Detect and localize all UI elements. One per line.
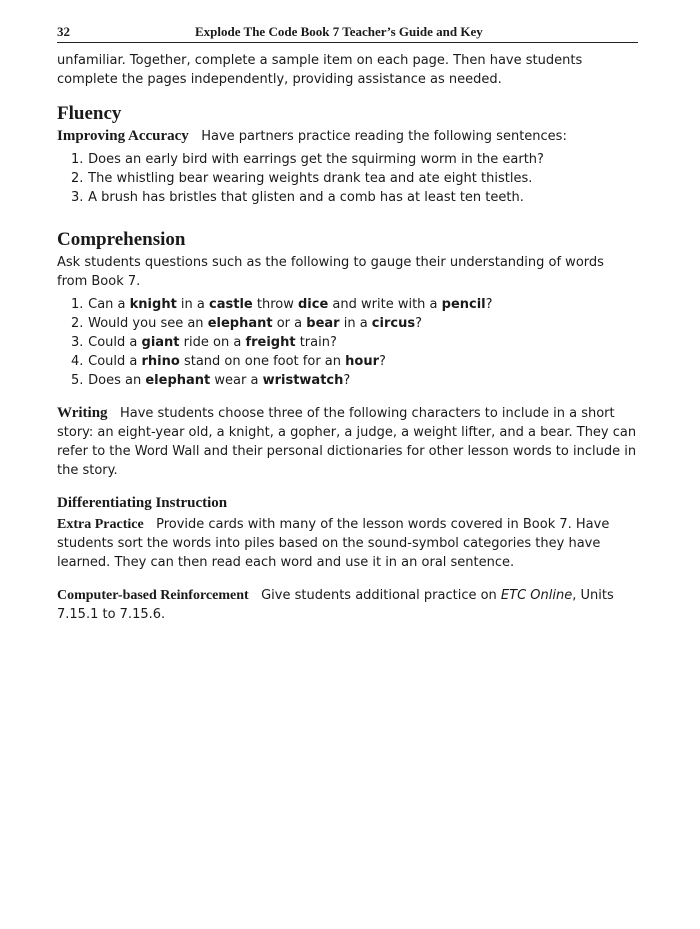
page-number: 32 [57, 24, 70, 39]
comprehension-list [71, 295, 638, 390]
page-header [57, 24, 638, 43]
writing-paragraph [57, 404, 638, 480]
fluency-list [71, 150, 638, 207]
computer-reinforcement-paragraph [57, 586, 638, 624]
fluency-instruction-text: Have partners practice reading the following sentences: [201, 129, 567, 144]
list-item: 1. Can a knight in a castle throw dice and write with a pencil? [71, 297, 493, 312]
list-item: 1. Does an early bird with earrings get the squirming worm in the earth? [71, 152, 544, 167]
computer-reinforcement-heading: Computer-based Reinforcement [57, 588, 249, 603]
differentiating-heading: Differentiating Instruction [57, 495, 228, 511]
list-item: 2. Would you see an elephant or a bear in a circus? [71, 316, 422, 331]
etc-online-title: ETC Online [500, 588, 573, 603]
computer-text-after: , Units 7.15.1 to 7.15.6. [57, 588, 614, 622]
extra-practice-paragraph [57, 515, 638, 572]
list-item: 3. Could a giant ride on a freight train? [71, 335, 337, 350]
list-item: 2. The whistling bear wearing weights drank tea and ate eight thistles. [71, 171, 533, 186]
extra-practice-text: Provide cards with many of the lesson words covered in Book 7. Have students sort the words into piles based on the sound-symbol categories they have learned. They can then read each word and use it in an oral sentence. [57, 517, 610, 570]
fluency-instruction [57, 127, 638, 146]
writing-text: Have students choose three of the following characters to include in a short story: an eight-year old, a knight, a gopher, a judge, a weight lifter, and a bear. They can refer to the Word Wall and their personal dictionaries for other lesson words to include in the story. [57, 406, 637, 478]
list-item: 4. Could a rhino stand on one foot for an hour? [71, 354, 386, 369]
intro-paragraph: unfamiliar. Together, complete a sample item on each page. Then have students complete the pages independently, providing assistance as needed. [57, 53, 583, 87]
improving-accuracy-heading: Improving Accuracy [57, 128, 189, 144]
writing-heading: Writing [57, 405, 108, 421]
list-item: 3. A brush has bristles that glisten and a comb has at least ten teeth. [71, 190, 524, 205]
page [57, 24, 638, 624]
comprehension-instruction: Ask students questions such as the following to gauge their understanding of words from Book 7. [57, 255, 604, 289]
comprehension-heading: Comprehension [57, 229, 186, 250]
extra-practice-heading: Extra Practice [57, 517, 144, 532]
fluency-heading: Fluency [57, 103, 122, 124]
computer-text-before: Give students additional practice on [261, 588, 501, 603]
running-title: Explode The Code Book 7 Teacher’s Guide and Key [195, 24, 483, 39]
list-item: 5. Does an elephant wear a wristwatch? [71, 373, 351, 388]
